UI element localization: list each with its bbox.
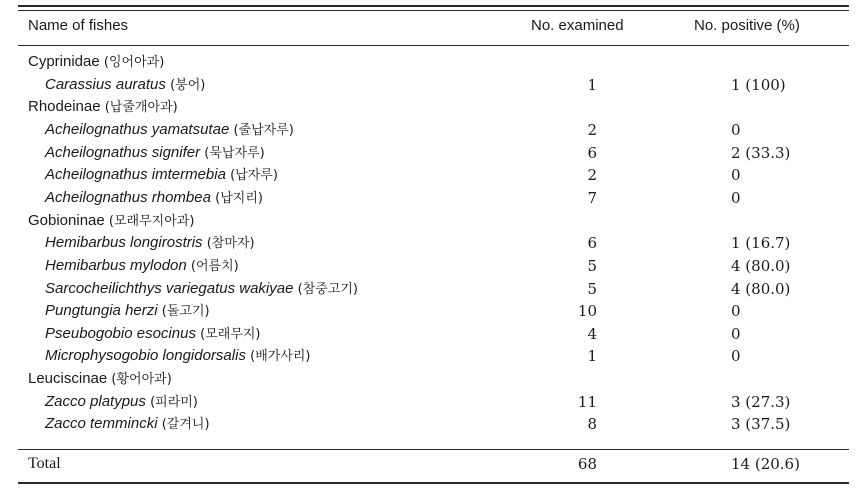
species-name	[45, 187, 263, 210]
species-name	[45, 323, 261, 346]
positive-cell: 0	[731, 302, 741, 321]
total-label: Total	[28, 455, 61, 472]
header-rule	[18, 45, 849, 46]
positive-cell: 0	[731, 188, 741, 207]
korean-name: (붕어)	[170, 77, 206, 93]
latin-name: Rhodeinae	[28, 98, 101, 116]
species-name	[45, 391, 198, 414]
latin-name: Microphysogobio longidorsalis	[45, 347, 246, 365]
top-rule	[18, 5, 849, 7]
species-name	[45, 278, 358, 301]
total-examined: 68	[577, 455, 597, 473]
table-row	[0, 74, 865, 96]
table-row	[0, 255, 865, 277]
examined-cell: 11	[577, 392, 597, 411]
examined-cell: 5	[587, 279, 597, 298]
table-row	[0, 391, 865, 413]
positive-cell: 0	[731, 347, 741, 366]
species-name	[45, 164, 278, 187]
latin-name: Hemibarbus mylodon	[45, 256, 187, 274]
positive-cell: 0	[731, 166, 741, 185]
family-name	[28, 96, 178, 119]
positive-cell: 0	[731, 324, 741, 343]
korean-name: (갈겨니)	[161, 417, 210, 433]
total-positive: 14 (20.6)	[731, 455, 800, 473]
korean-name: (어름치)	[190, 258, 239, 274]
species-name	[45, 74, 205, 97]
examined-cell: 4	[587, 324, 597, 343]
latin-name: Acheilognathus imtermebia	[45, 166, 226, 184]
total-row	[0, 453, 865, 475]
positive-cell: 4 (80.0)	[731, 279, 791, 298]
positive-cell: 1 (100)	[731, 75, 786, 94]
korean-name: (배가사리)	[250, 349, 311, 365]
header-name: Name of fishes	[28, 17, 129, 34]
species-name	[45, 142, 265, 165]
species-name	[45, 119, 294, 142]
latin-name: Pseubogobio esocinus	[45, 324, 196, 342]
latin-name: Cyprinidae	[28, 53, 100, 70]
korean-name: (줄납자루)	[233, 122, 294, 138]
species-name	[45, 255, 239, 278]
korean-name: (납자루)	[230, 168, 278, 184]
table-row	[0, 345, 865, 367]
species-name	[45, 300, 210, 323]
table-row	[0, 278, 865, 300]
top-rule-inner	[18, 10, 849, 11]
examined-cell: 8	[587, 415, 597, 434]
family-name	[28, 210, 194, 233]
table-row	[0, 187, 865, 209]
species-name	[45, 232, 255, 255]
korean-name: (잉어아과)	[103, 55, 165, 70]
korean-name: (납줄개아과)	[104, 100, 178, 116]
examined-cell: 1	[587, 347, 597, 366]
species-name	[45, 345, 311, 368]
latin-name: Pungtungia herzi	[45, 302, 158, 320]
latin-name: Acheilognathus rhombea	[45, 188, 211, 206]
latin-name: Zacco temmincki	[45, 415, 158, 433]
korean-name: (피라미)	[150, 394, 198, 410]
examined-cell: 7	[587, 188, 597, 207]
family-row	[0, 96, 865, 118]
examined-cell: 6	[587, 234, 597, 253]
total-rule	[18, 449, 849, 450]
examined-cell: 10	[577, 302, 597, 321]
latin-name: Leuciscinae	[28, 370, 108, 388]
family-row	[0, 210, 865, 232]
latin-name: Acheilognathus signifer	[45, 143, 201, 161]
positive-cell: 3 (27.3)	[731, 392, 791, 411]
korean-name: (납지리)	[215, 190, 263, 206]
species-name	[45, 413, 210, 436]
family-name	[28, 368, 172, 391]
family-name	[28, 51, 164, 74]
positive-cell: 3 (37.5)	[731, 415, 791, 434]
latin-name: Sarcocheilichthys variegatus wakiyae	[45, 279, 294, 297]
latin-name: Acheilognathus yamatsutae	[45, 120, 230, 138]
latin-name: Zacco platypus	[45, 392, 146, 410]
korean-name: (돌고기)	[161, 304, 210, 320]
latin-name: Gobioninae	[28, 211, 105, 229]
family-row	[0, 51, 865, 73]
table-row	[0, 232, 865, 254]
positive-cell: 1 (16.7)	[731, 234, 791, 253]
korean-name: (참중고기)	[297, 281, 359, 297]
table-row	[0, 164, 865, 186]
bottom-rule	[18, 482, 849, 484]
examined-cell: 6	[587, 143, 597, 162]
table-row	[0, 119, 865, 141]
examined-cell: 1	[587, 75, 597, 94]
examined-cell: 2	[587, 166, 597, 185]
korean-name: (묵납자루)	[204, 145, 265, 161]
korean-name: (황어아과)	[111, 372, 172, 388]
table-row	[0, 300, 865, 322]
positive-cell: 0	[731, 120, 741, 139]
latin-name: Carassius auratus	[45, 75, 166, 93]
korean-name: (모래무지아과)	[108, 213, 195, 229]
table-row	[0, 413, 865, 435]
positive-cell: 4 (80.0)	[731, 256, 791, 275]
examined-cell: 5	[587, 256, 597, 275]
korean-name: (모래무지)	[200, 326, 261, 342]
table-row	[0, 323, 865, 345]
header-positive: No. positive (%)	[694, 17, 800, 34]
header-examined: No. examined	[531, 17, 624, 34]
table-row	[0, 142, 865, 164]
examined-cell: 2	[587, 120, 597, 139]
positive-cell: 2 (33.3)	[731, 143, 791, 162]
family-row	[0, 368, 865, 390]
korean-name: (참마자)	[206, 236, 255, 252]
latin-name: Hemibarbus longirostris	[45, 234, 203, 252]
